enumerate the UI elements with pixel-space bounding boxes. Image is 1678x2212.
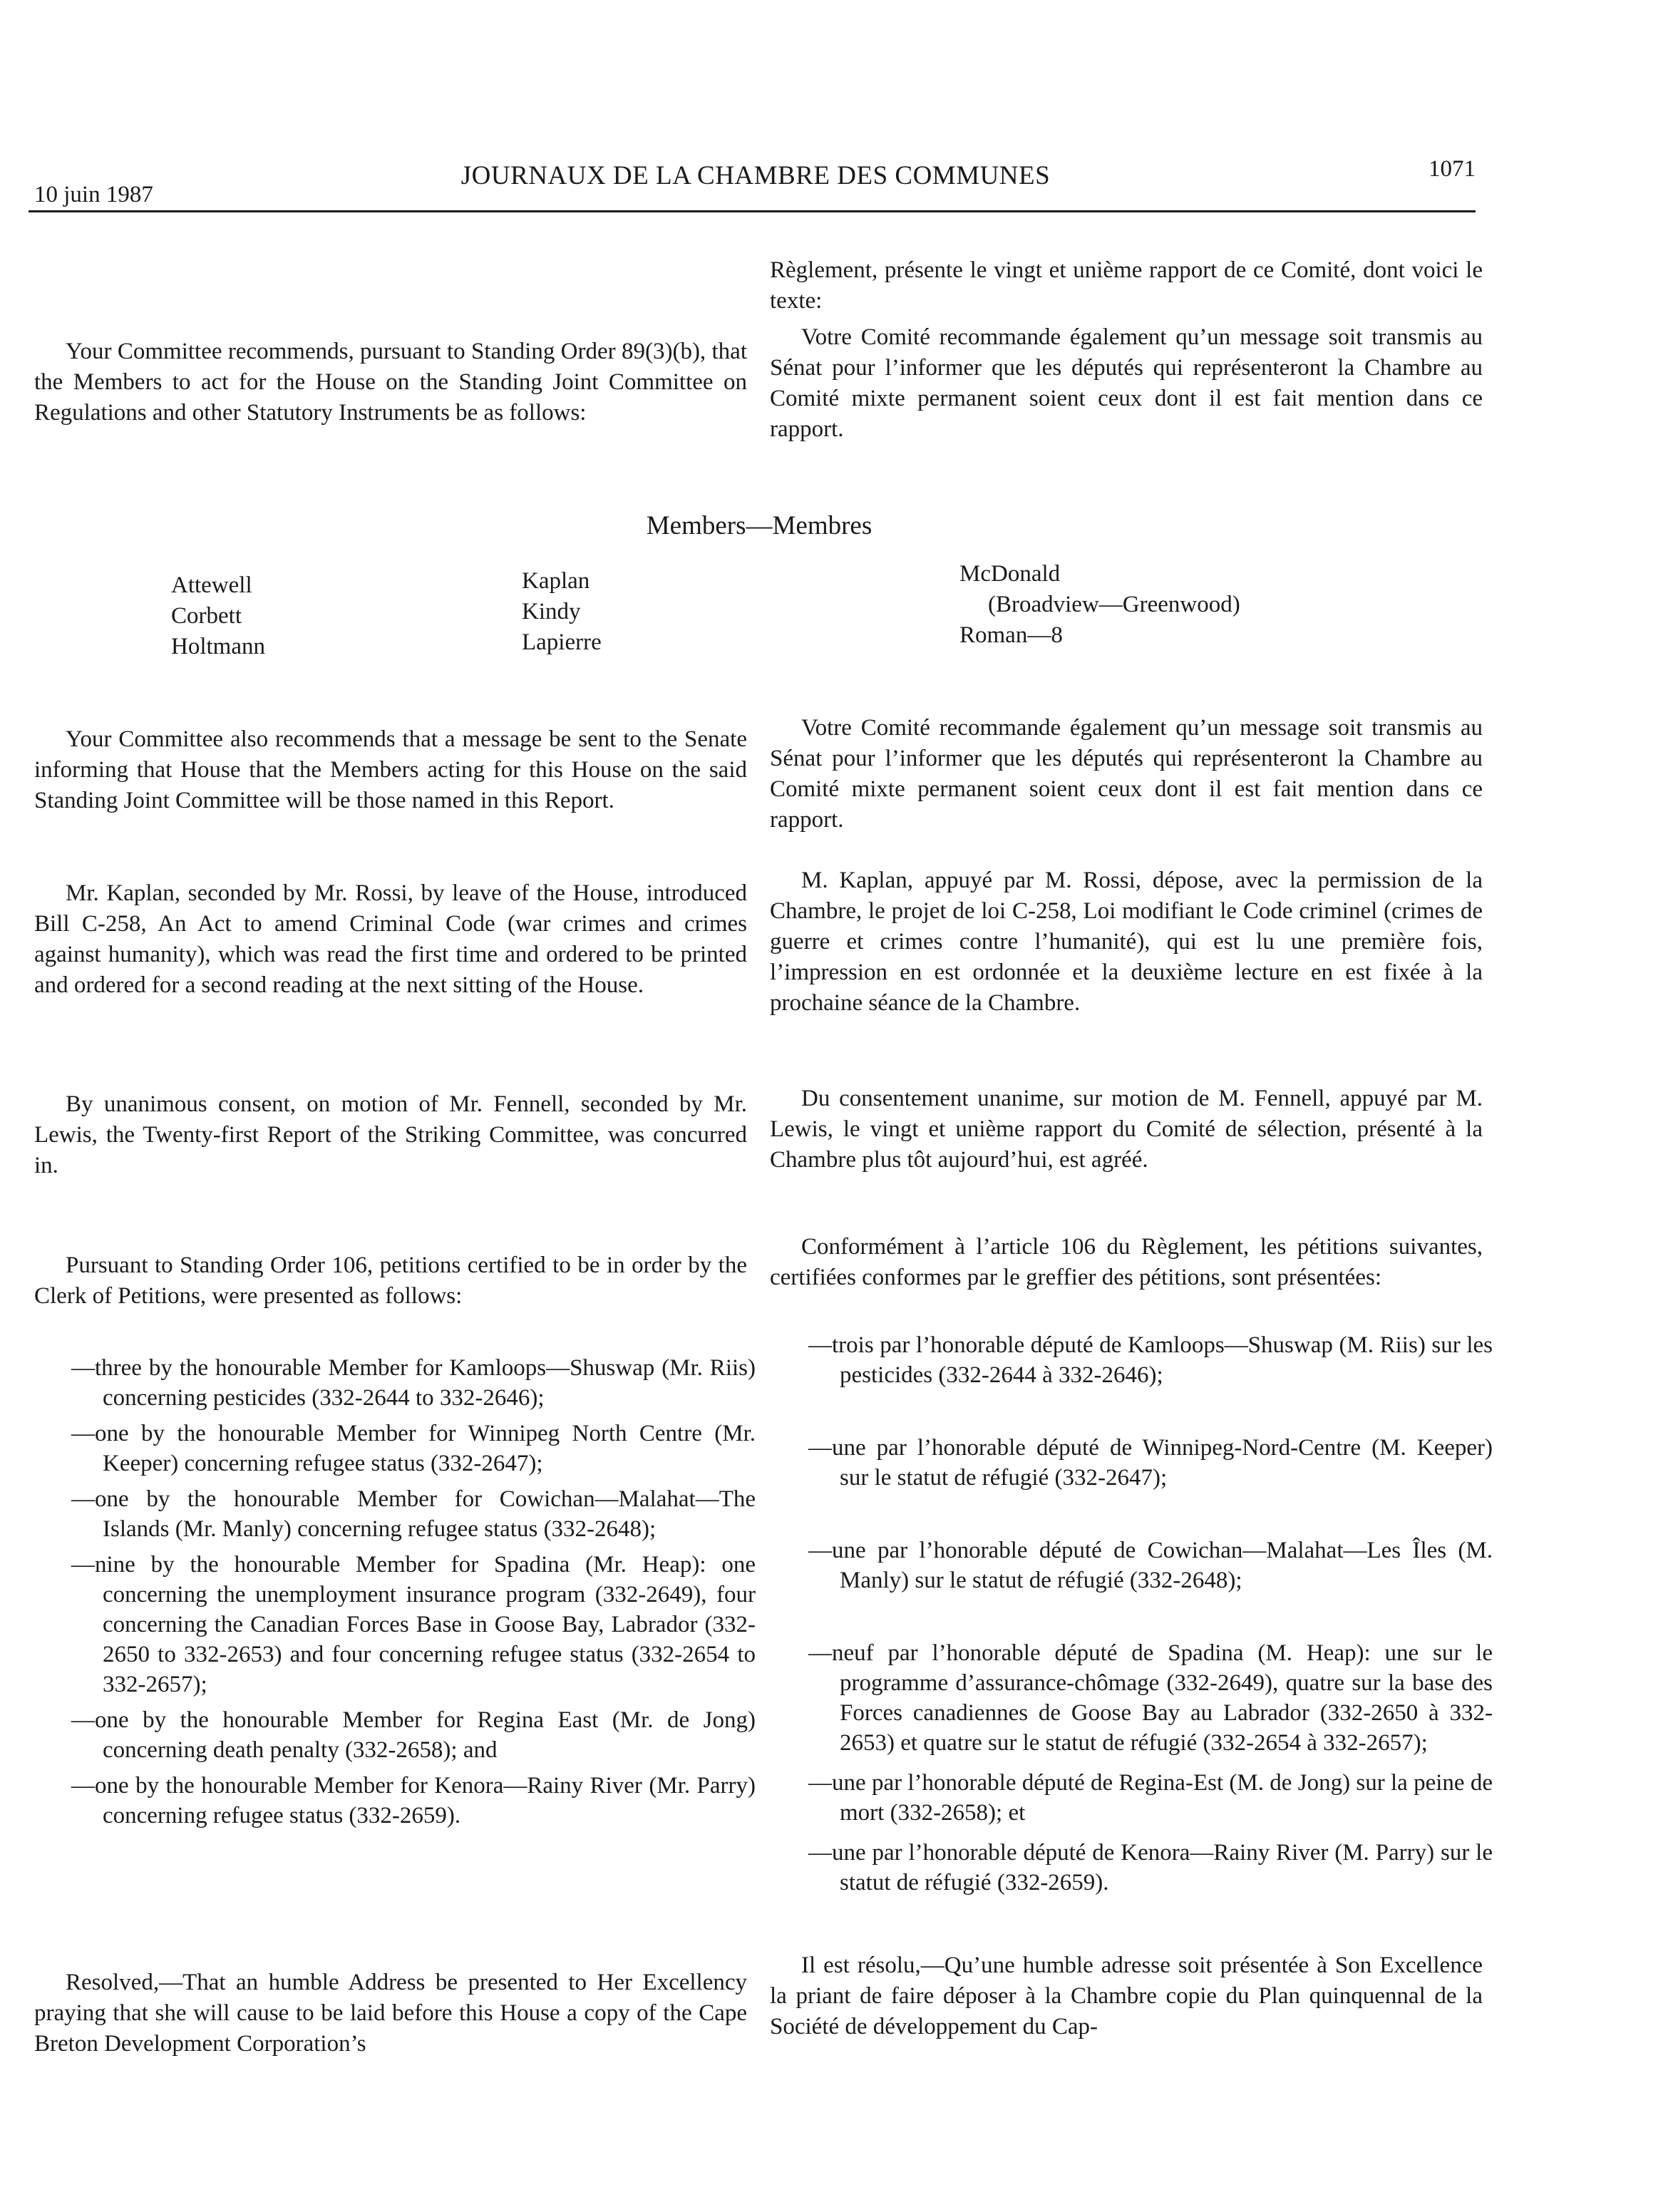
list-item: —three by the honourable Member for Kamloops—Shuswap (Mr. Riis) concerning pesticides (332-2644 to 332-2646); bbox=[71, 1355, 756, 1411]
list-item: —neuf par l’honorable député de Spadina (M. Heap): une sur le programme d’assurance-chômage (332-2649), quatre sur la base des Forces canadiennes de Goose Bay au Labrador (332-2650 à 332-2653) et quatre sur le statut de réfugié (332-2654 à 332-2657); bbox=[808, 1640, 1493, 1756]
list-item: —trois par l’honorable député de Kamloops—Shuswap (M. Riis) sur les pesticides (332-2644 à 332-2646); bbox=[808, 1332, 1493, 1388]
list-item: —one by the honourable Member for Regina East (Mr. de Jong) concerning death penalty (332-2658); and bbox=[71, 1707, 756, 1763]
section-en: Your Committee also recommends that a message be sent to the Senate informing that House that the Members acting for this House on the said Standing Joint Committee will be those named in this Report. bbox=[34, 726, 747, 813]
list-item: —une par l’honorable député de Regina-Est (M. de Jong) sur la peine de mort (332-2658); et bbox=[808, 1770, 1493, 1826]
section-en: Pursuant to Standing Order 106, petitions certified to be in order by the Clerk of Petitions, were presented as follows: bbox=[34, 1252, 747, 1309]
right-recommendation: Votre Comité recommande également qu’un message soit transmis au Sénat pour l’informer que les députés qui représenteront la Chambre au Comité mixte permanent soient ceux dont il est fait mention dans ce rapport. bbox=[770, 324, 1483, 442]
members-title: Members—Membres bbox=[646, 511, 873, 540]
member-name: Kindy bbox=[522, 599, 581, 624]
section-en: By unanimous consent, on motion of Mr. Fennell, seconded by Mr. Lewis, the Twenty-first Report of the Striking Committee, was concurred in. bbox=[34, 1091, 747, 1178]
resolved-en: Resolved,—That an humble Address be presented to Her Excellency praying that she will cause to be laid before this House a copy of the Cape Breton Development Corporation’s bbox=[34, 1970, 747, 2057]
list-item: —une par l’honorable député de Cowichan—Malahat—Les Îles (M. Manly) sur le statut de réfugié (332-2648); bbox=[808, 1538, 1493, 1593]
members-column-1 bbox=[171, 570, 265, 662]
list-item: —une par l’honorable député de Winnipeg-Nord-Centre (M. Keeper) sur le statut de réfugié (332-2647); bbox=[808, 1435, 1493, 1491]
section-fr: M. Kaplan, appuyé par M. Rossi, dépose, avec la permission de la Chambre, le projet de loi C-258, Loi modifiant le Code criminel (crimes de guerre et crimes contre l’humanité), qui est lu une première fois, l’impression en est ordonnée et la deuxième lecture en est fixée à la prochaine séance de la Chambre. bbox=[770, 868, 1483, 1016]
petitions-list-fr bbox=[808, 1330, 1493, 1903]
section-fr: Du consentement unanime, sur motion de M. Fennell, appuyé par M. Lewis, le vingt et unième rapport du Comité de sélection, présenté à la Chambre plus tôt aujourd’hui, est agréé. bbox=[770, 1086, 1483, 1173]
member-name: Roman—8 bbox=[959, 622, 1063, 648]
right-continuation: Règlement, présente le vingt et unième rapport de ce Comité, dont voici le texte: bbox=[770, 257, 1483, 314]
list-item: —nine by the honourable Member for Spadina (Mr. Heap): one concerning the unemployment insurance program (332-2649), four concerning the Canadian Forces Base in Goose Bay, Labrador (332-2650 to 332-2653) and four concerning refugee status (332-2654 to 332-2657); bbox=[71, 1552, 756, 1697]
list-item: —une par l’honorable député de Kenora—Rainy River (M. Parry) sur le statut de réfugié (332-2659). bbox=[808, 1840, 1493, 1895]
member-name: Corbett bbox=[171, 603, 242, 629]
page-number: 1071 bbox=[1429, 156, 1476, 182]
member-name: Lapierre bbox=[522, 629, 602, 655]
resolved-fr: Il est résolu,—Qu’une humble adresse soit présentée à Son Excellence la priant de faire déposer à la Chambre copie du Plan quinquennal de la Société de développement du Cap- bbox=[770, 1953, 1483, 2039]
left-recommendation: Your Committee recommends, pursuant to Standing Order 89(3)(b), that the Members to act for the House on the Standing Joint Committee on Regulations and other Statutory Instruments be as follows: bbox=[34, 339, 747, 426]
members-column-2 bbox=[522, 566, 602, 658]
section-fr: Votre Comité recommande également qu’un message soit transmis au Sénat pour l’informer que les députés qui représenteront la Chambre au Comité mixte permanent soient ceux dont il est fait mention dans ce rapport. bbox=[770, 715, 1483, 833]
list-item: —one by the honourable Member for Winnipeg North Centre (Mr. Keeper) concerning refugee status (332-2647); bbox=[71, 1421, 756, 1476]
page-header bbox=[29, 146, 1476, 210]
members-column-3 bbox=[959, 559, 1240, 651]
member-name: Holtmann bbox=[171, 634, 265, 659]
member-name: McDonald bbox=[959, 561, 1061, 587]
member-name: Kaplan bbox=[522, 568, 590, 594]
section-fr: Conformément à l’article 106 du Règlement, les pétitions suivantes, certifiées conformes par le greffier des pétitions, sont présentées: bbox=[770, 1234, 1483, 1290]
header-date: 10 juin 1987 bbox=[34, 182, 153, 207]
list-item: —one by the honourable Member for Cowichan—Malahat—The Islands (Mr. Manly) concerning refugee status (332-2648); bbox=[71, 1486, 756, 1542]
member-name: Attewell bbox=[171, 572, 252, 598]
petitions-list-en bbox=[71, 1353, 756, 1836]
list-item: —one by the honourable Member for Kenora—Rainy River (Mr. Parry) concerning refugee status (332-2659). bbox=[71, 1773, 756, 1828]
header-rule bbox=[29, 210, 1476, 212]
member-name: (Broadview—Greenwood) bbox=[988, 592, 1240, 617]
header-title: JOURNAUX DE LA CHAMBRE DES COMMUNES bbox=[460, 161, 1051, 190]
section-en: Mr. Kaplan, seconded by Mr. Rossi, by leave of the House, introduced Bill C-258, An Act to amend Criminal Code (war crimes and crimes against humanity), which was read the first time and ordered to be printed and ordered for a second reading at the next sitting of the House. bbox=[34, 880, 747, 998]
